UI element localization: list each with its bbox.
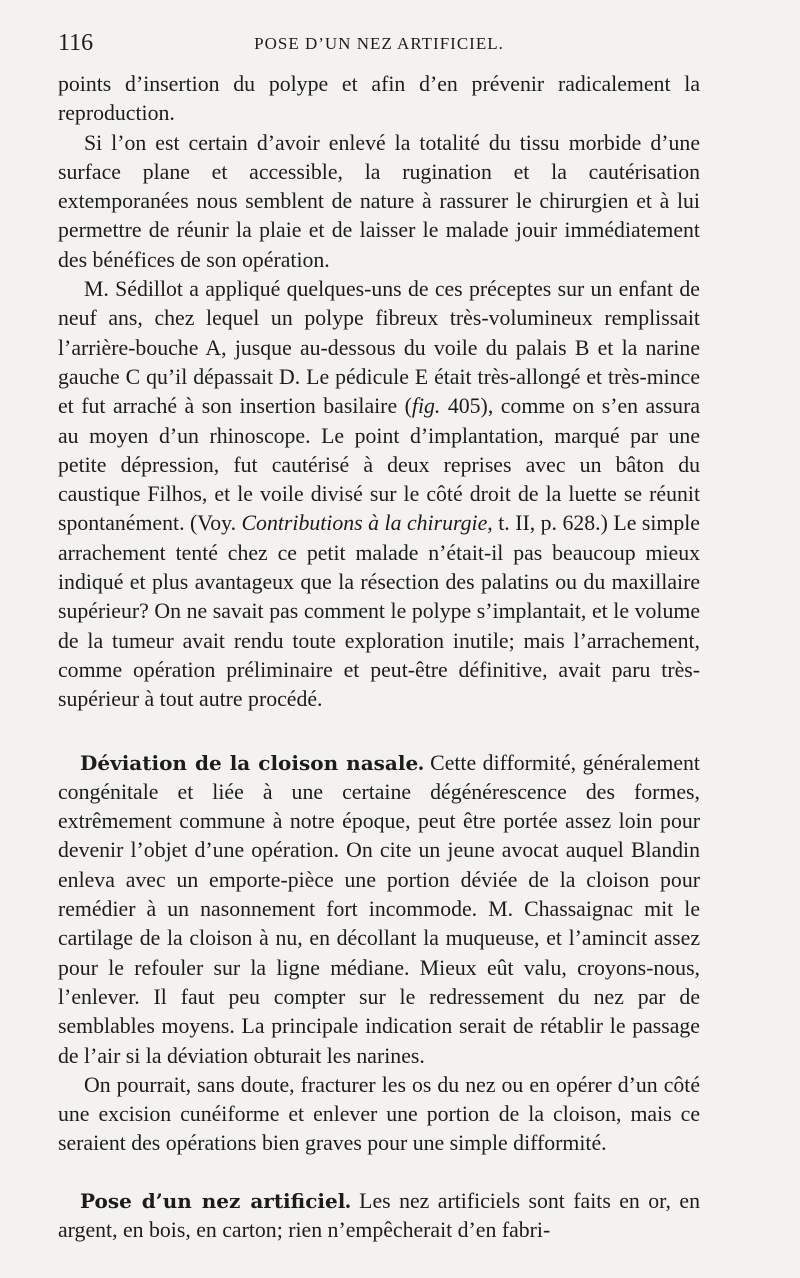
page-body bbox=[58, 70, 700, 1245]
section-deviation bbox=[58, 749, 700, 1071]
paragraph-fracture: On pourrait, sans doute, fracturer les os du nez ou en opérer d’un côté une excision cunéiforme et enlever une portion de la cloison, mais ce seraient des opérations bien graves pour une simple difformité. bbox=[58, 1072, 700, 1156]
section-heading-deviation: Déviation de la cloison nasale bbox=[80, 750, 419, 775]
figure-reference: fig. bbox=[411, 394, 441, 419]
paragraph-text: Les nez artificiels sont faits en or, en argent, en bois, en carton; rien n’empêcherait d’en fabri- bbox=[58, 1188, 700, 1242]
paragraph-continuation: points d’insertion du polype et afin d’en prévenir radicalement la reproduction. bbox=[58, 72, 700, 126]
section-heading-nez-artificiel: Pose d’un nez artificiel bbox=[80, 1188, 346, 1213]
paragraph-text: , t. II, p. 628.) Le simple arrachement tenté chez ce petit malade n’était-il pas beaucoup mieux indiqué et plus avantageux que la résection des palatins ou du maxillaire supérieur? On ne savait pas comment le polype s’implantait, et le volume de la tumeur avait rendu toute exploration inutile; mais l’arrachement, comme opération préliminaire et peut-être définitive, avait paru très-supérieur à tout autre procédé. bbox=[58, 511, 700, 712]
paragraph-text: Cette difformité, généralement congénitale et liée à une certaine dégénérescence des formes, extrêmement commune à notre époque, peut être portée assez loin pour devenir l’objet d’une opération. On cite un jeune avocat auquel Blandin enleva avec un emporte-pièce une portion déviée de la cloison pour remédier à un nasonnement fort incommode. M. Chassaignac mit le cartilage de la cloison à nu, en décollant la muqueuse, et l’amincit assez pour le refouler sur la ligne médiane. Mieux eût valu, croyons-nous, l’enlever. Il faut peu compter sur le redressement du nez par de semblables moyens. La principale indication serait de rétablir le passage de l’air si la déviation obturait les narines. bbox=[58, 750, 700, 1068]
running-title: POSE D’UN NEZ ARTIFICIEL. bbox=[254, 34, 504, 53]
page-number: 116 bbox=[58, 30, 94, 56]
heading-period: . bbox=[418, 750, 424, 775]
heading-period: . bbox=[345, 1188, 351, 1213]
section-nez-artificiel bbox=[58, 1187, 700, 1246]
page-header bbox=[58, 30, 700, 62]
paragraph-text: M. Sédillot a appliqué quelques-uns de ces préceptes sur un enfant de neuf ans, chez lequel un polype fibreux très-volumineux remplissait l’arrière-bouche A, jusque au-dessous du voile du palais B et la narine gauche C qu’il dépassait D. Le pédicule E était très-allongé et très-mince et fut arraché à son insertion basilaire ( bbox=[58, 277, 700, 419]
book-reference: Contributions à la chirurgie bbox=[241, 511, 488, 536]
paragraph-sedillot bbox=[58, 275, 700, 714]
paragraph-text: 405), comme on s’en assura au moyen d’un rhinoscope. Le point d’implantation, marqué par une petite dépression, fut cautérisé à deux reprises avec un bâton du caustique Filhos, et le voile divisé sur le côté droit de la luette se réunit spontanément. (Voy. bbox=[58, 394, 701, 536]
paragraph-rugination: Si l’on est certain d’avoir enlevé la totalité du tissu morbide d’une surface plane et accessible, la rugination et la cautérisation extemporanées nous semblent de nature à rassurer le chirurgien et à lui permettre de réunir la plaie et de laisser le malade jouir immédiatement des bénéfices de son opération. bbox=[58, 130, 700, 272]
